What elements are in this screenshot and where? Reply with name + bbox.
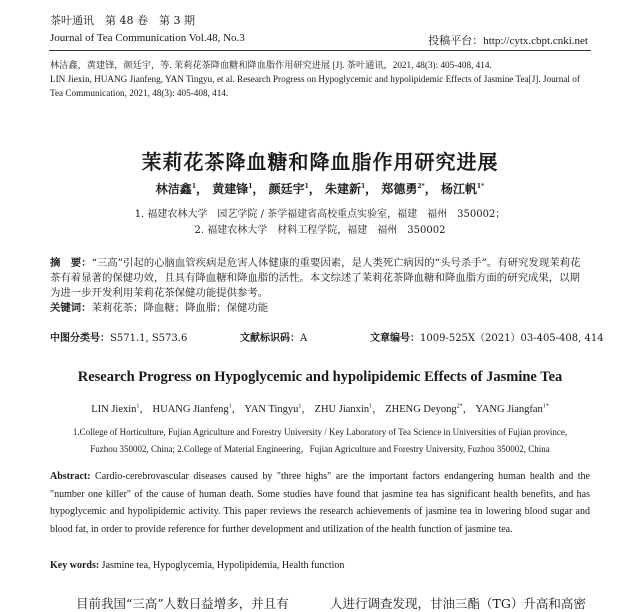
citation-en: LIN Jiexin, HUANG Jianfeng, YAN Tingyu, et al. Research Progress on Hypoglycemic and hypolipidemic Effects of Jasmine Tea[J]. Journal of Tea Communication, 2021, 48(3): 405-408, 414. bbox=[50, 74, 580, 98]
author-name: 杨江帆 bbox=[440, 182, 477, 196]
paper-title-zh: 茉莉花茶降血糖和降血脂作用研究进展 bbox=[141, 150, 499, 174]
paper-title-en: Research Progress on Hypoglycemic and hypolipidemic Effects of Jasmine Tea bbox=[77, 369, 563, 385]
abstract-en bbox=[50, 468, 590, 538]
affiliations-en: 1.College of Horticulture, Fujian Agriculture and Forestry University / Key Laboratory of Tea Science in Universities of Fujian province, Fuzhou 350002, China; 2.College of Material Engineering，Fujian Agriculture and Forestry University, Fuzhou 350002, China bbox=[72, 427, 568, 454]
journal-title-en: Journal of Tea Communication Vol.48, No.3 bbox=[50, 32, 245, 44]
author-sup: 1* bbox=[542, 403, 549, 410]
author-sup: 1 bbox=[369, 403, 373, 410]
article-no-label: 文章编号： bbox=[370, 333, 420, 344]
author-name: 林洁鑫 bbox=[155, 182, 192, 196]
author-sup: 1 bbox=[360, 183, 366, 190]
author-name: YANG Jiangfan bbox=[475, 404, 543, 415]
clc-number bbox=[50, 329, 187, 344]
citation-block bbox=[50, 58, 590, 100]
author-name: LIN Jiexin bbox=[91, 404, 137, 415]
author-list-zh: 林洁鑫$^1$， 黄建锋$^1$， 颜廷宇$^1$， 朱建新$^1$， 郑德勇$^{2*}$， 杨江帆$^{1*}$ bbox=[155, 182, 485, 196]
citation-zh: 林洁鑫，黄建锋，颜廷宇，等. 茉莉花茶降血糖和降血脂作用研究进展 [J]. 茶叶通讯，2021, 48(3): 405-408, 414. bbox=[50, 60, 492, 70]
abstract-text-en: Cardio-cerebrovascular diseases caused by "three highs" are the important factors endangering human health and the "number one killer" of the cause of human death. Some studies have found that jasmine tea has significant health benefits, and has hypoglycemic and hypolipidemic activity. This paper reviews the research achievements of jasmine tea in lowering blood sugar and blood fat, in order to provide reference for further development and utilization of the health function of jasmine tea. bbox=[50, 471, 590, 535]
author-sup: 2* bbox=[417, 183, 425, 190]
keywords-en-block bbox=[50, 560, 344, 571]
author-name: 郑德勇 bbox=[381, 182, 418, 196]
article-no-value: 1009-525X（2021）03-405-408, 414 bbox=[420, 333, 604, 344]
doc-code-label: 文献标识码： bbox=[240, 333, 300, 344]
author-name: ZHENG Deyong bbox=[385, 404, 457, 415]
keywords-label-zh: 关键词： bbox=[50, 302, 92, 314]
author-sup: 1 bbox=[304, 183, 309, 190]
author-sup: 1 bbox=[191, 183, 196, 190]
author-sup: 1 bbox=[248, 183, 253, 190]
clc-value: S571.1, S573.6 bbox=[110, 333, 188, 344]
author-list-en: LIN Jiexin$^1$， HUANG Jianfeng$^1$， YAN Tingyu$^1$， ZHU Jianxin$^1$， ZHENG Deyong$^{2*}$， YANG Jiangfan$^{1*}$ bbox=[91, 403, 549, 415]
clc-label: 中图分类号： bbox=[50, 333, 110, 344]
abstract-label-en: Abstract: bbox=[50, 471, 91, 482]
abstract-zh bbox=[50, 256, 590, 316]
doc-code-value: A bbox=[300, 333, 308, 344]
author-sup: 1 bbox=[228, 403, 232, 410]
author-sup: 1 bbox=[136, 403, 140, 410]
author-name: YAN Tingyu bbox=[244, 404, 299, 415]
author-sup: 1* bbox=[476, 183, 485, 190]
author-name: 朱建新 bbox=[324, 182, 361, 196]
keywords-label-en: Key words: bbox=[50, 560, 100, 571]
author-sup: 2* bbox=[456, 403, 463, 410]
submission-platform: 投稿平台：http://cytx.cbpt.cnki.net bbox=[428, 35, 588, 47]
keywords-en: Jasmine tea, Hypoglycemia, Hypolipidemia, Health function bbox=[99, 560, 345, 571]
body-text-right-column: 人进行调查发现，甘油三酯（TG）升高和高密 bbox=[330, 596, 586, 611]
keywords-zh: 茉莉花茶；降血糖；降血脂；保健功能 bbox=[91, 302, 269, 314]
author-name: 颜廷宇 bbox=[268, 182, 305, 196]
header-rule bbox=[49, 50, 591, 51]
abstract-text-zh: “三高”引起的心脑血管疾病是危害人体健康的重要因素，是人类死亡病因的“头号杀手”。有研究发现茉莉花茶有着显著的保健功效，且具有降血糖和降血脂的活性。本文综述了茉莉花茶降血糖和降血脂方面的研究成果，以期为进一步开发利用茉莉花茶保健功能提供参考。 bbox=[50, 257, 581, 299]
journal-title-zh: 茶叶通讯 第 48 卷 第 3 期 bbox=[50, 14, 195, 27]
body-text-left-column: 目前我国“三高”人数日益增多，并且有 bbox=[76, 596, 289, 611]
document-code bbox=[240, 329, 307, 344]
author-name: HUANG Jianfeng bbox=[152, 404, 229, 415]
affiliation-zh-2: 2. 福建农林大学 材料工程学院，福建 福州 350002 bbox=[194, 225, 446, 236]
article-number bbox=[370, 329, 604, 344]
author-name: 黄建锋 bbox=[212, 182, 249, 196]
abstract-label-zh: 摘 要： bbox=[50, 257, 92, 269]
author-name: ZHU Jianxin bbox=[314, 404, 370, 415]
affiliation-zh-1: 1. 福建农林大学 园艺学院 / 茶学福建省高校重点实验室，福建 福州 350002； bbox=[134, 209, 506, 220]
author-sup: 1 bbox=[298, 403, 302, 410]
